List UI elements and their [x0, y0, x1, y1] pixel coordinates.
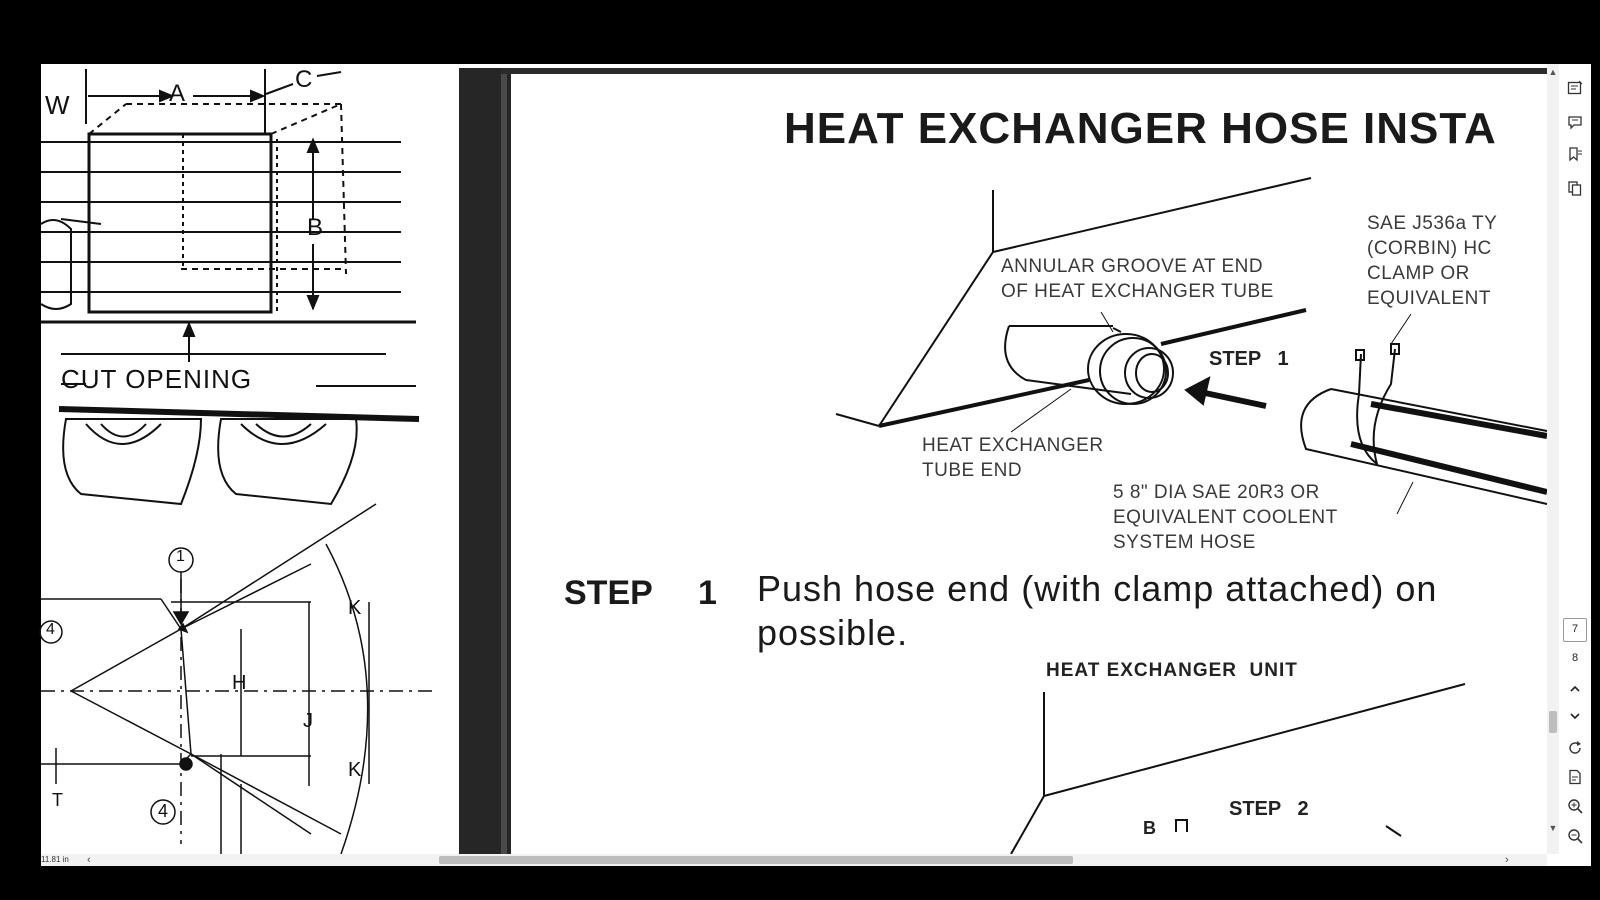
annular-groove-callout: [1001, 254, 1274, 304]
scroll-right-arrow-icon[interactable]: ›: [1505, 854, 1509, 866]
scroll-left-arrow-icon[interactable]: ‹: [87, 854, 91, 866]
dim-label-k-top: K: [348, 597, 362, 619]
callout-line: SYSTEM HOSE: [1113, 532, 1256, 553]
side-toolbar: [1559, 64, 1591, 866]
callout-line: (CORBIN) HC: [1367, 238, 1492, 259]
step1-number: 1: [698, 574, 717, 612]
figure-step1-label: STEP 1: [1209, 348, 1289, 370]
heat-exchanger-unit-label: HEAT EXCHANGER UNIT: [1046, 660, 1298, 681]
dim-label-j: J: [303, 710, 313, 732]
scanned-page-artwork: [41, 64, 1547, 854]
page-down-icon[interactable]: [1565, 706, 1585, 726]
dim-label-a: A: [169, 80, 186, 107]
refresh-icon[interactable]: [1565, 738, 1585, 758]
step1-instruction-line1: Push hose end (with clamp attached) on: [757, 568, 1438, 609]
comment-panel-icon[interactable]: [1565, 78, 1585, 98]
circle-label-1: 1: [176, 548, 185, 565]
document-properties-icon[interactable]: [1565, 767, 1585, 787]
tube-end-callout: [922, 433, 1104, 483]
bookmark-icon[interactable]: [1565, 144, 1585, 164]
pdf-viewer: [41, 64, 1579, 866]
zoom-in-icon[interactable]: [1565, 796, 1585, 816]
dim-label-h: H: [232, 672, 247, 694]
dim-label-c: C: [295, 66, 313, 93]
document-canvas: [41, 64, 1547, 854]
callout-line: OF HEAT EXCHANGER TUBE: [1001, 281, 1274, 302]
annotations-icon[interactable]: [1565, 112, 1585, 132]
dim-label-t: T: [52, 790, 63, 810]
current-page-number[interactable]: 7: [1571, 623, 1579, 635]
vertical-scroll-thumb[interactable]: [1549, 711, 1557, 733]
callout-line: CLAMP OR: [1367, 263, 1470, 284]
sae-clamp-callout: [1367, 211, 1497, 311]
figure-step2-label: STEP 2: [1229, 798, 1309, 820]
page-title: HEAT EXCHANGER HOSE INSTA: [784, 104, 1497, 153]
part-letter-b: B: [1143, 818, 1156, 838]
cut-opening-label: CUT OPENING: [61, 364, 253, 394]
dim-label-b: B: [307, 214, 324, 241]
callout-line: SAE J536a TY: [1367, 213, 1498, 234]
page-size-readout: 11.81 in: [41, 855, 69, 864]
horizontal-scrollbar[interactable]: [41, 854, 1547, 866]
step1-label: STEP: [564, 574, 653, 612]
callout-line: HEAT EXCHANGER: [922, 435, 1104, 456]
callout-line: 5 8" DIA SAE 20R3 OR: [1113, 482, 1320, 503]
scroll-up-arrow-icon[interactable]: ▲: [1548, 67, 1558, 77]
pages-icon[interactable]: [1565, 178, 1585, 198]
circle-label-4-left: 4: [46, 621, 55, 638]
step1-instruction-line2: possible.: [757, 612, 909, 653]
next-page-number[interactable]: 8: [1571, 652, 1579, 664]
scroll-down-arrow-icon[interactable]: ▼: [1548, 823, 1558, 833]
circle-label-4: 4: [158, 801, 169, 821]
callout-line: ANNULAR GROOVE AT END: [1001, 256, 1264, 277]
dim-label-k-bottom: K: [348, 759, 362, 781]
callout-line: TUBE END: [922, 460, 1023, 481]
dim-label-w: W: [45, 90, 70, 120]
page-up-icon[interactable]: [1565, 679, 1585, 699]
callout-line: EQUIVALENT: [1367, 288, 1491, 309]
vertical-scrollbar[interactable]: [1547, 64, 1559, 854]
hose-callout: [1113, 480, 1338, 555]
zoom-out-icon[interactable]: [1565, 826, 1585, 846]
callout-line: EQUIVALENT COOLENT: [1113, 507, 1338, 528]
horizontal-scroll-thumb[interactable]: [439, 856, 1073, 864]
